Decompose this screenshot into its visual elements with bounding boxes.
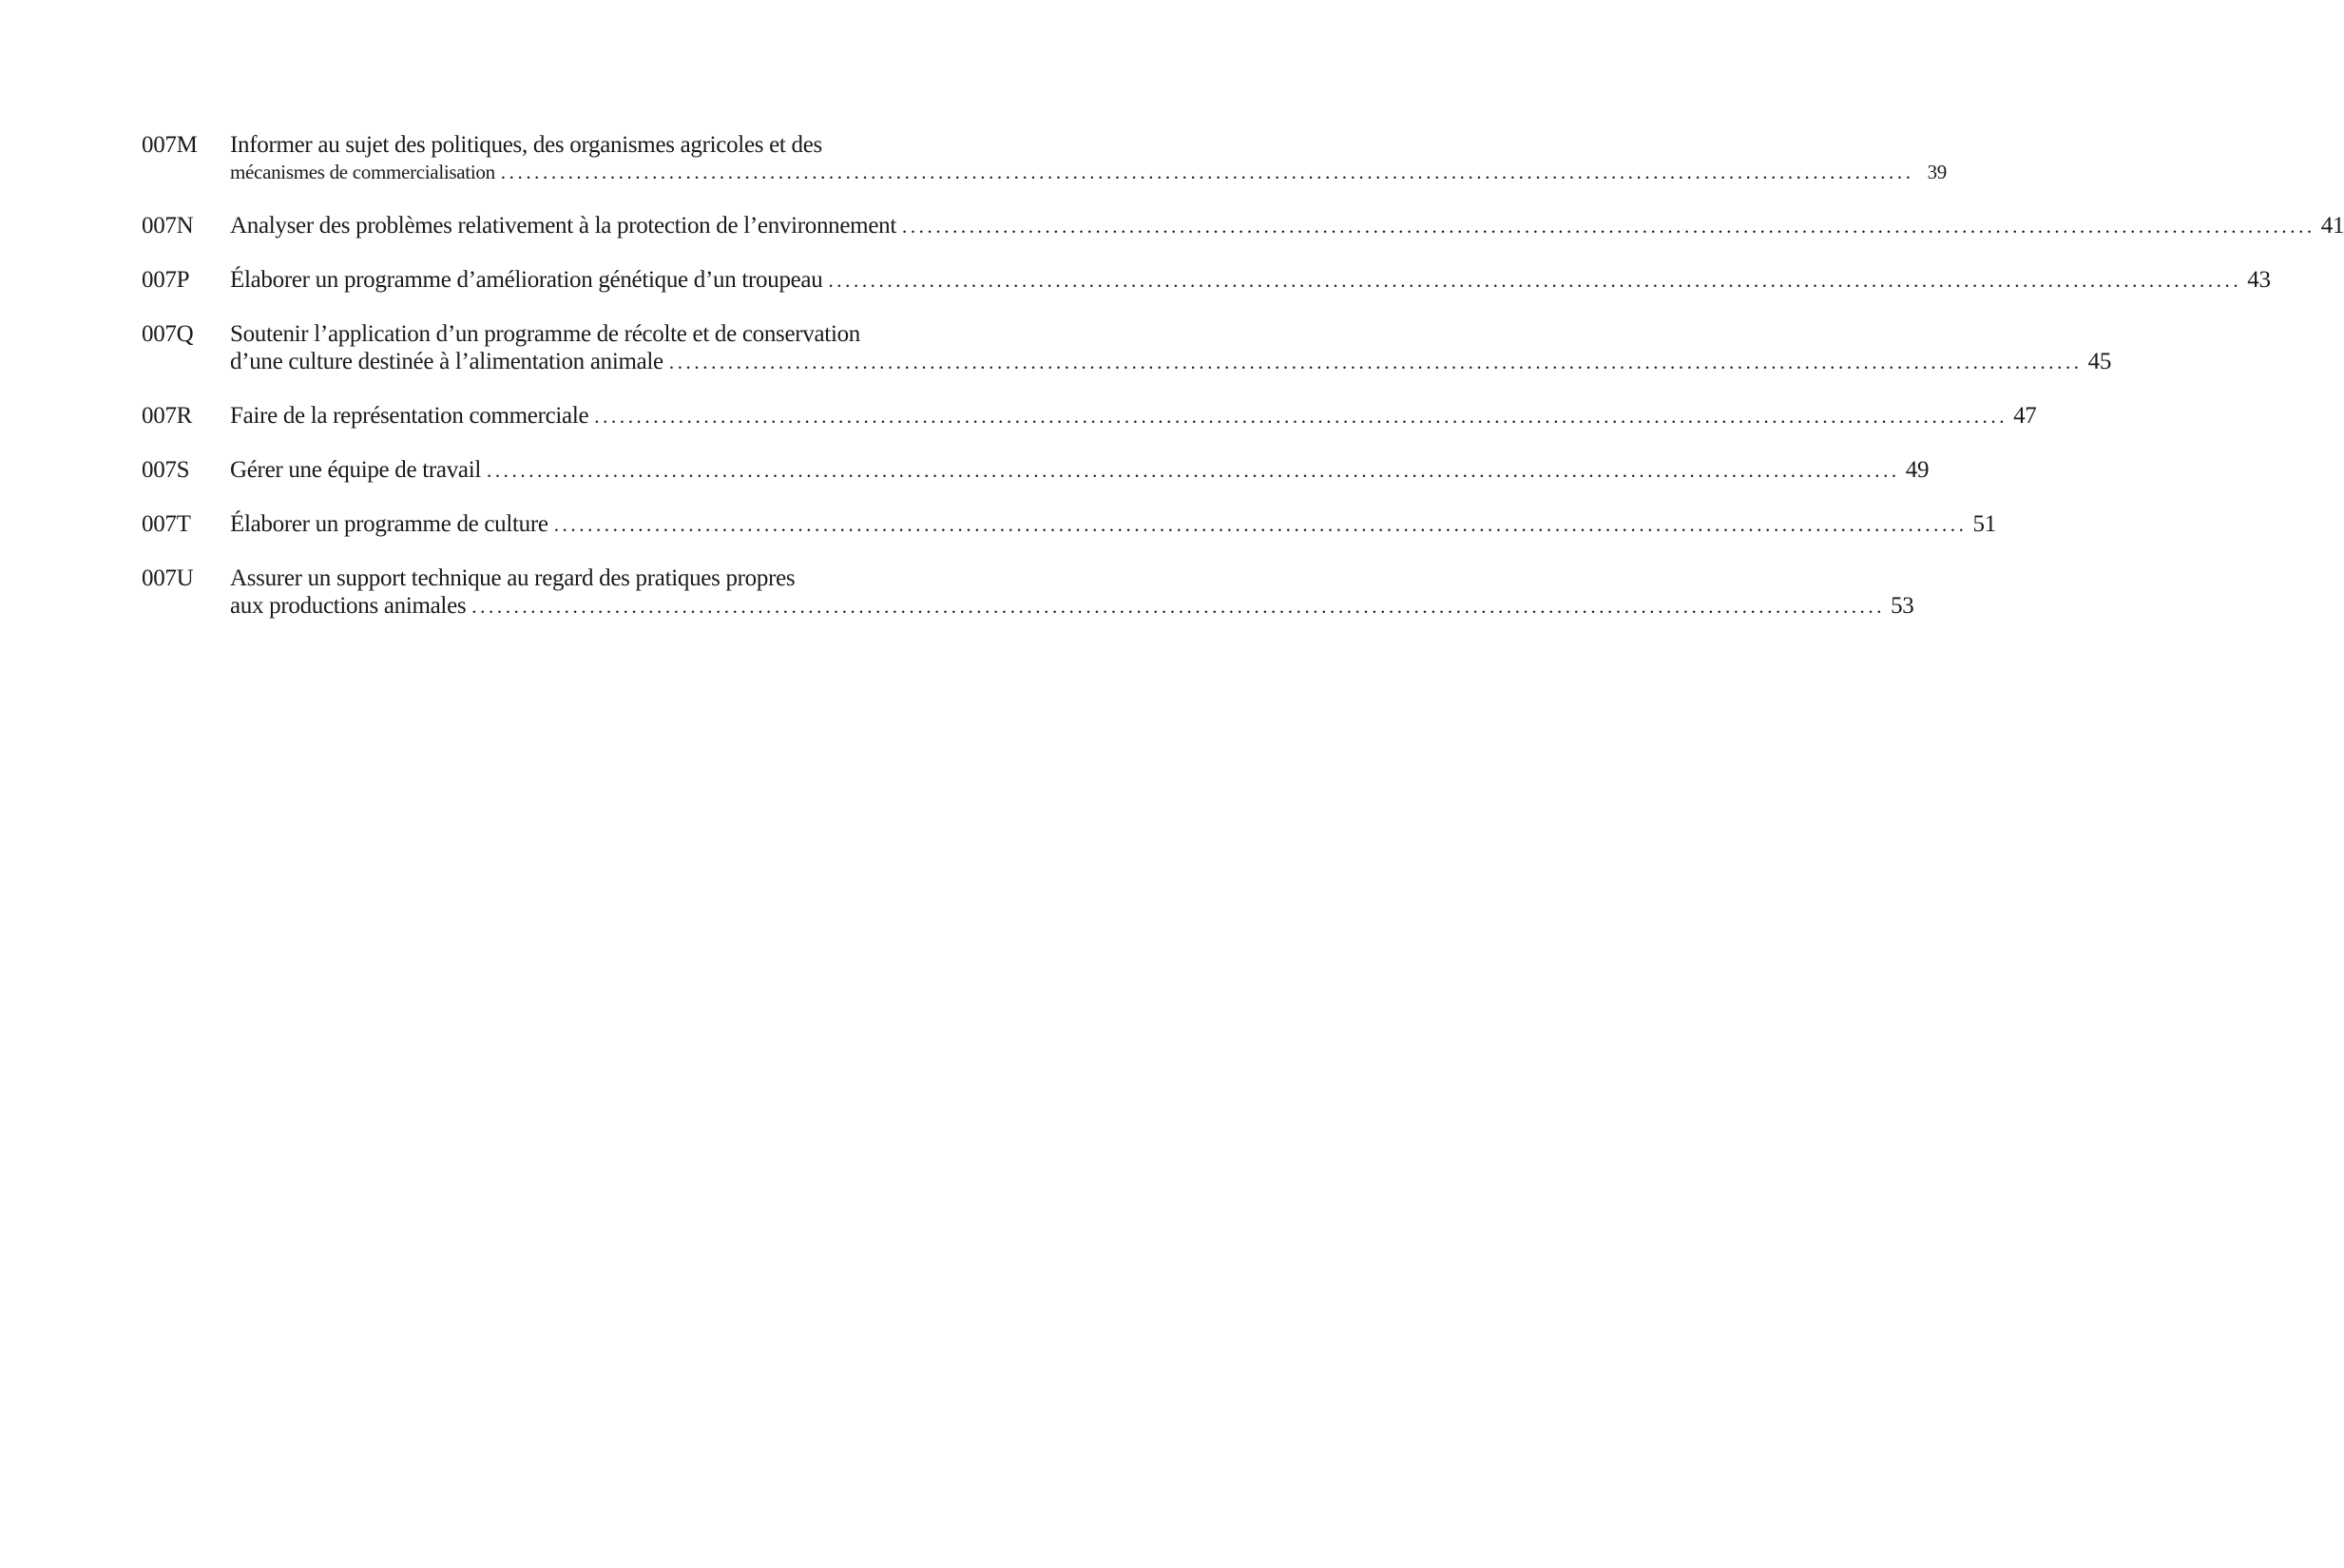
entry-title: Analyser des problèmes relativement à la protection de l’environnement [230, 213, 896, 239]
toc-entry-007q[interactable] [142, 320, 2112, 376]
entry-page-number: 47 [2013, 403, 2037, 429]
entry-code: 007M [142, 132, 198, 158]
entry-title: Élaborer un programme d’amélioration génétique d’un troupeau [230, 267, 823, 293]
entry-code: 007R [142, 403, 192, 429]
dot-leader: ........................................................................................................................................................................ [471, 595, 1886, 618]
entry-title: Faire de la représentation commerciale [230, 403, 589, 429]
entry-page-number: 45 [2087, 349, 2112, 374]
entry-title: Gérer une équipe de travail [230, 457, 481, 483]
entry-title-line1: Informer au sujet des politiques, des organismes agricoles et des [230, 132, 822, 158]
toc-entry-007u[interactable] [142, 564, 1914, 621]
dot-leader: ........................................................................................................................................................................ [828, 269, 2242, 292]
dot-leader: ........................................................................................................................................................................ [486, 459, 1900, 482]
toc-entry-007n[interactable] [142, 212, 2344, 240]
toc-entry-007s[interactable] [142, 456, 1930, 485]
entry-title-line1: Assurer un support technique au regard des pratiques propres [230, 565, 796, 591]
toc-entry-007m[interactable] [142, 131, 1947, 186]
entry-title: Élaborer un programme de culture [230, 511, 548, 537]
entry-title-line2: aux productions animales [230, 593, 467, 619]
entry-page-number: 51 [1972, 511, 1996, 537]
entry-page-number: 53 [1891, 593, 1914, 619]
toc-entry-007r[interactable] [142, 402, 2037, 430]
table-of-contents [142, 131, 2344, 646]
entry-code: 007S [142, 457, 190, 483]
toc-entry-007t[interactable] [142, 510, 1996, 539]
dot-leader: ........................................................................................................................................................................ [668, 351, 2083, 373]
entry-page-number: 39 [1927, 161, 1947, 183]
entry-title-line1: Soutenir l’application d’un programme de récolte et de conservation [230, 321, 860, 347]
dot-leader: ........................................................................................................................................................................ [553, 513, 1968, 536]
entry-code: 007U [142, 565, 194, 591]
entry-title-line2: mécanismes de commercialisation [230, 161, 495, 183]
toc-entry-007p[interactable] [142, 266, 2271, 295]
dot-leader: ........................................................................................................................................................................ [594, 405, 2008, 428]
dot-leader: ........................................................................................................................................................................ [500, 161, 1914, 183]
entry-page-number: 43 [2247, 267, 2271, 293]
entry-code: 007Q [142, 321, 194, 347]
entry-page-number: 41 [2320, 213, 2344, 239]
entry-code: 007P [142, 267, 190, 293]
entry-code: 007T [142, 511, 191, 537]
entry-code: 007N [142, 213, 194, 239]
dot-leader: ........................................................................................................................................................................ [901, 215, 2315, 238]
entry-title-line2: d’une culture destinée à l’alimentation animale [230, 349, 663, 374]
entry-page-number: 49 [1905, 457, 1930, 483]
